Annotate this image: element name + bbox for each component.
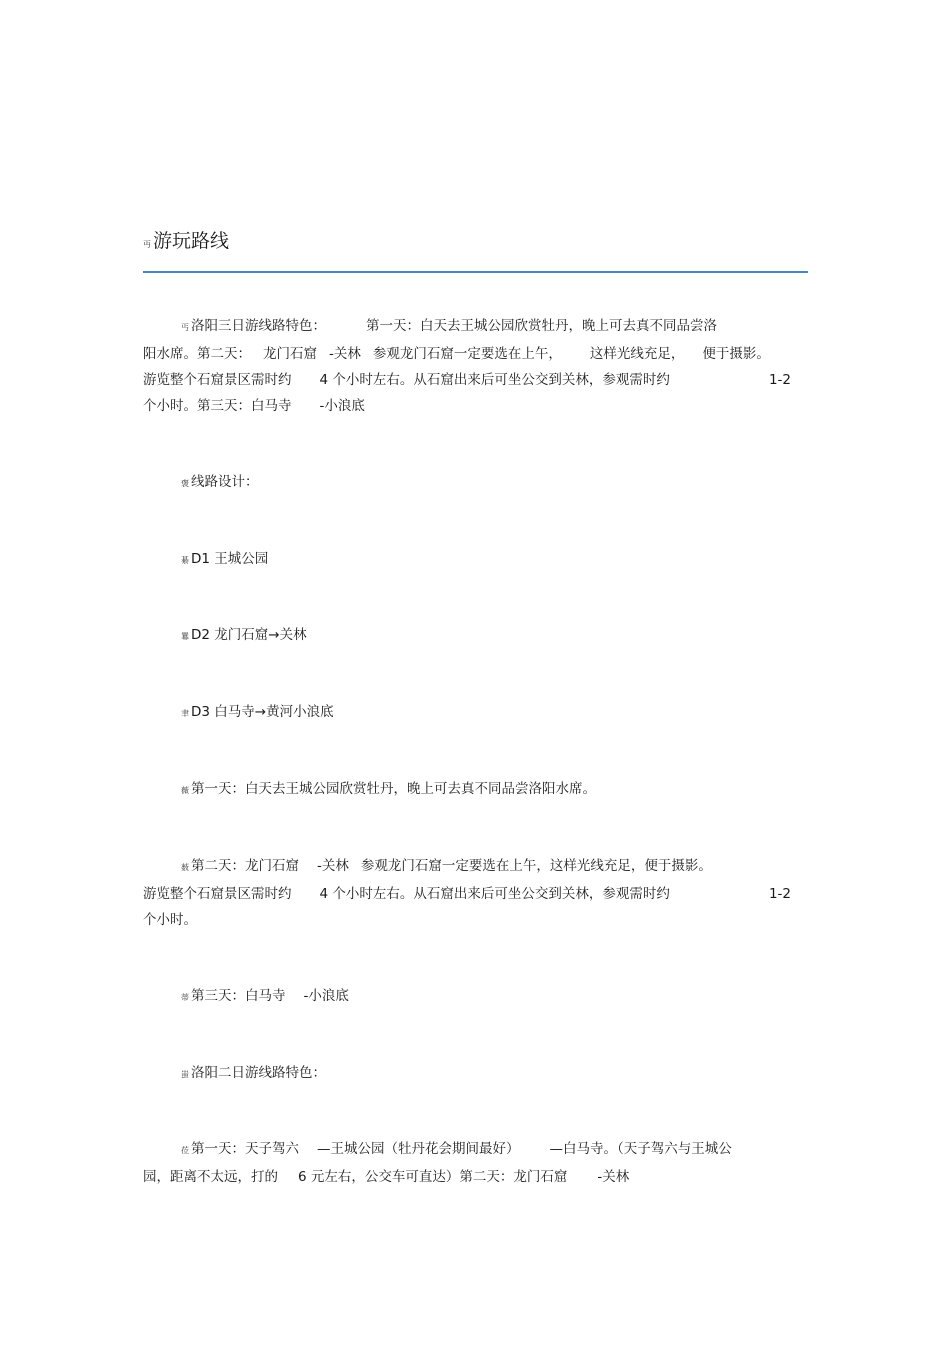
three-day-line3a: 游览整个石窟景区需时约 <box>143 372 292 388</box>
three-day-line3c: 1-2 <box>768 372 791 388</box>
three-day-line3b: 4 个小时左右。从石窟出来后可坐公交到关林，参观需时约 <box>319 372 670 388</box>
design-paragraph <box>143 469 803 497</box>
paragraph-mark: 丐 <box>181 323 189 332</box>
three-day-line2a: 阳水席。第二天： <box>143 346 251 362</box>
day2-paragraph <box>143 853 803 933</box>
three-day-line2c: -关林 <box>329 346 361 362</box>
day2-line2a: 游览整个石窟景区需时约 <box>143 886 292 902</box>
two-day-line2b: 6 元左右，公交车可直达）第二天：龙门石窟 <box>298 1169 568 1185</box>
paragraph-mark: 蚩 <box>181 1070 189 1079</box>
day-item-text: D2 龙门石窟→关林 <box>191 627 307 643</box>
two-day-line1b: —王城公园（牡丹花会期间最好） <box>317 1141 520 1157</box>
three-day-line2f: 便于摄影。 <box>702 346 770 362</box>
day3-paragraph <box>143 983 803 1011</box>
paragraph-mark: 莅 <box>181 1146 189 1155</box>
day-item-1 <box>143 546 803 574</box>
paragraph-mark: 薮 <box>181 863 189 872</box>
section-title <box>143 228 229 258</box>
paragraph-mark: 褒 <box>181 479 189 488</box>
two-day-line2c: -关林 <box>597 1169 630 1185</box>
title-divider <box>143 271 808 273</box>
paragraph-mark: 羃 <box>181 632 189 641</box>
section-title-text: 游玩路线 <box>153 230 230 252</box>
three-day-line2d: 参观龙门石窟一定要选在上午， <box>372 346 562 362</box>
paragraph-mark: 薇 <box>181 786 189 795</box>
two-day-label: 洛阳二日游线路特色： <box>191 1065 326 1081</box>
three-day-line4b: -小浪底 <box>319 398 365 414</box>
day2-line1b: -关林 <box>317 858 349 874</box>
design-label: 线路设计： <box>191 474 259 490</box>
day2-line1a: 第二天：龙门石窟 <box>191 858 299 874</box>
paragraph-mark: 蒂 <box>181 993 189 1002</box>
two-day-paragraph <box>143 1060 803 1088</box>
two-day-detail-paragraph <box>143 1136 803 1190</box>
paragraph-mark: 聿 <box>181 709 189 718</box>
day2-line2b: 4 个小时左右。从石窟出来后可坐公交到关林，参观需时约 <box>319 886 670 902</box>
three-day-line4a: 个小时。第三天：白马寺 <box>143 398 292 414</box>
three-day-line1: 第一天：白天去王城公园欣赏牡丹，晚上可去真不同品尝洛 <box>366 318 717 334</box>
day1-paragraph <box>143 776 803 804</box>
day-item-2 <box>143 622 803 650</box>
day2-line2c: 1-2 <box>768 886 791 902</box>
day1-text: 第一天：白天去王城公园欣赏牡丹，晚上可去真不同品尝洛阳水席。 <box>191 781 596 797</box>
day3-line-a: 第三天：白马寺 <box>191 988 286 1004</box>
three-day-heading: 洛阳三日游线路特色： <box>191 318 326 334</box>
paragraph-mark: 綦 <box>181 556 189 565</box>
day2-line1c: 参观龙门石窟一定要选在上午，这样光线充足，便于摄影。 <box>360 858 712 874</box>
two-day-line1a: 第一天：天子驾六 <box>191 1141 299 1157</box>
day3-line-b: -小浪底 <box>303 988 349 1004</box>
two-day-line1c: —白马寺。（天子驾六与王城公 <box>549 1141 732 1157</box>
day-item-text: D3 白马寺→黄河小浪底 <box>191 704 334 720</box>
section-mark: 丏 <box>143 240 151 249</box>
three-day-paragraph <box>143 313 803 419</box>
day-item-3 <box>143 699 803 727</box>
two-day-line2a: 园，距离不太远，打的 <box>143 1169 278 1185</box>
three-day-line2b: 龙门石窟 <box>263 346 317 362</box>
day2-line3: 个小时。 <box>143 912 197 928</box>
three-day-line2e: 这样光线充足， <box>589 346 685 362</box>
day-item-text: D1 王城公园 <box>191 551 269 567</box>
